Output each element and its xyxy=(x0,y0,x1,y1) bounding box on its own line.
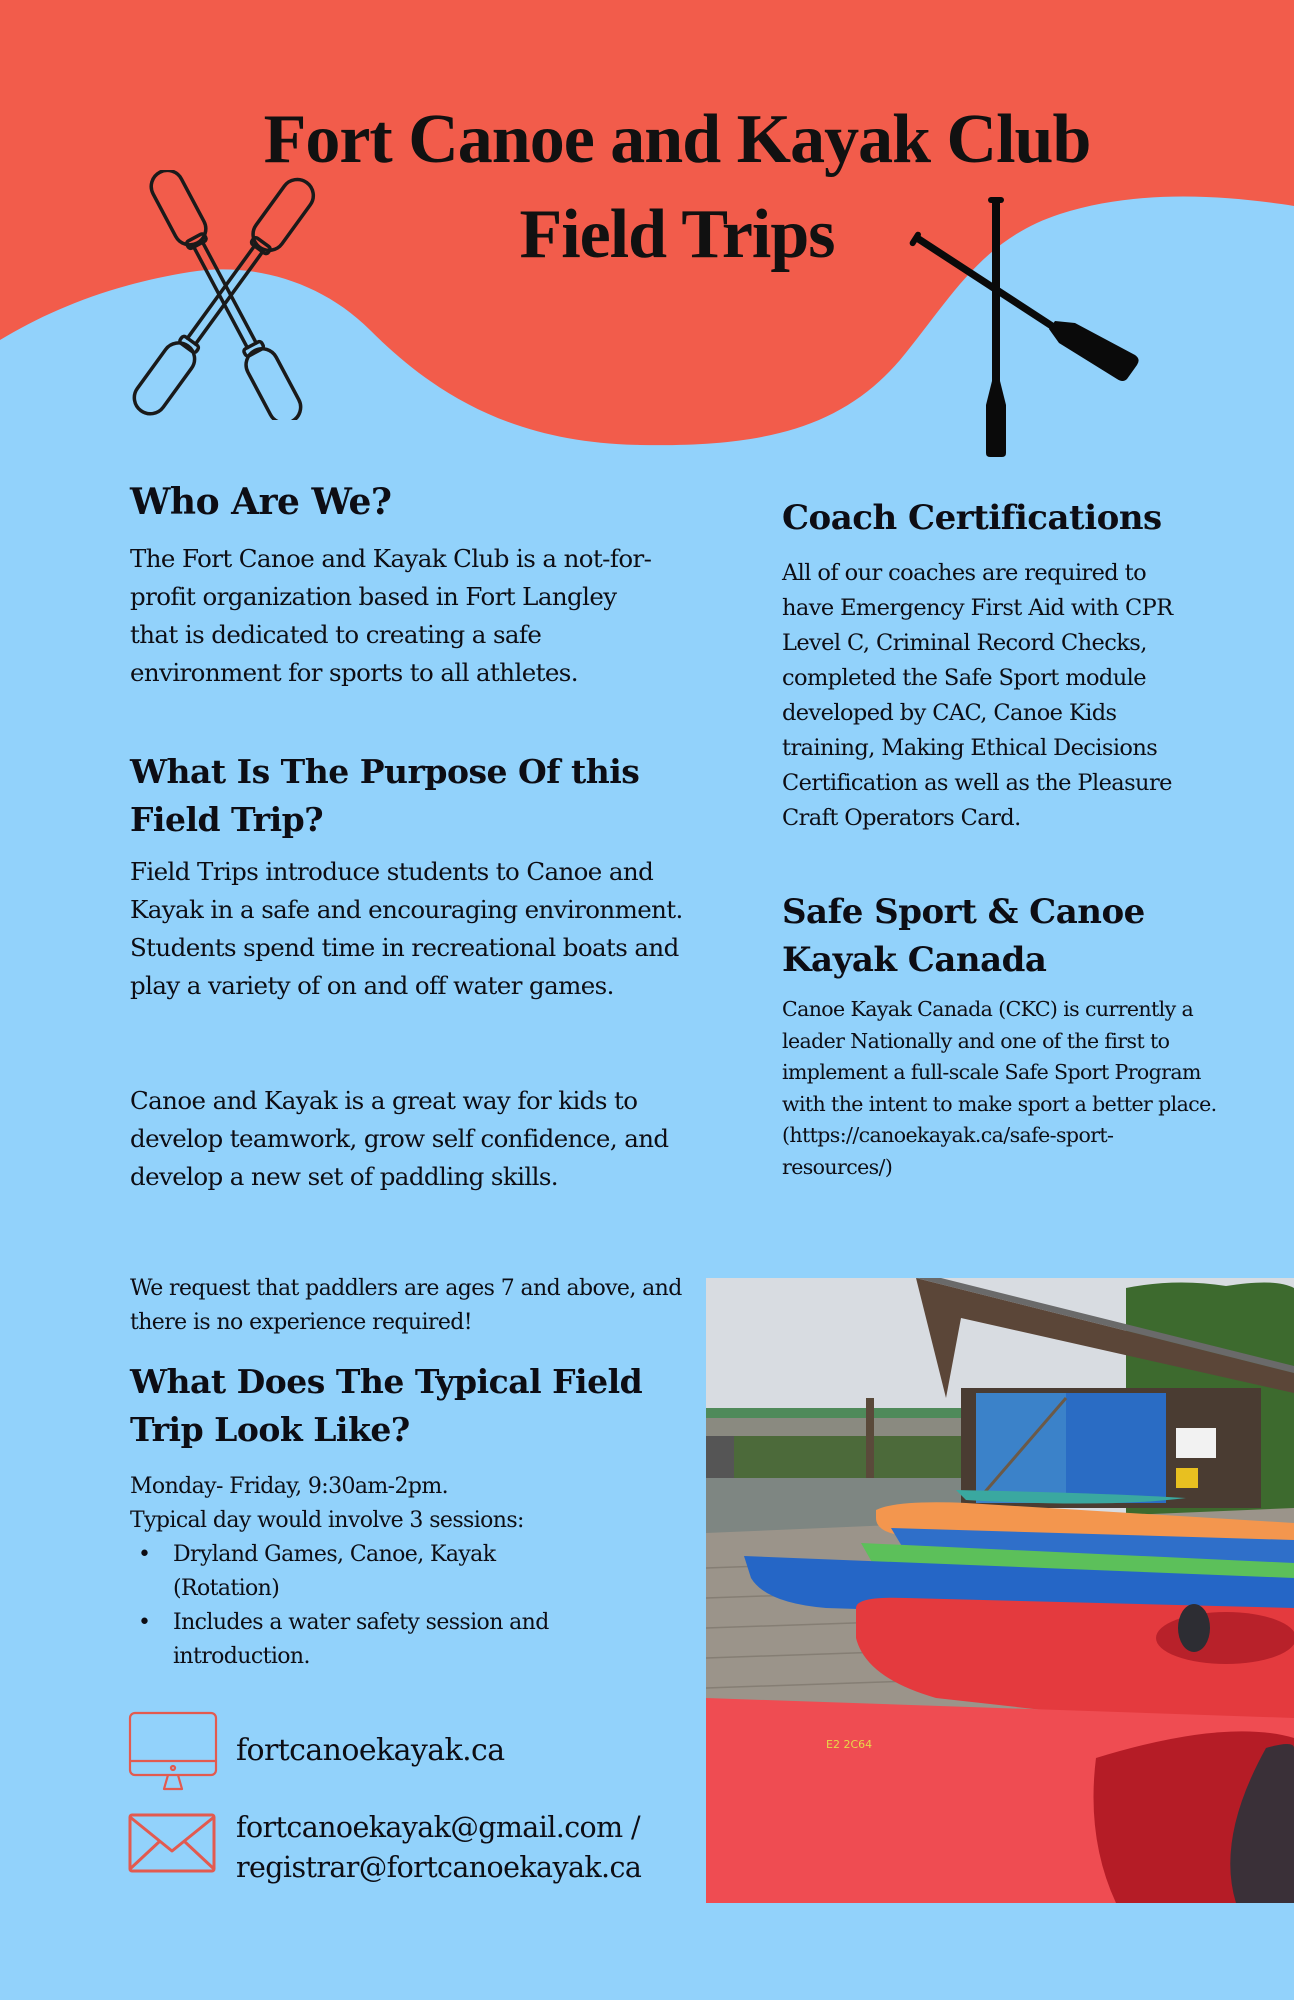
website-link[interactable]: fortcanoekayak.ca xyxy=(236,1733,505,1768)
who-are-we-heading: Who Are We? xyxy=(130,481,392,523)
envelope-icon xyxy=(128,1813,216,1873)
coach-certifications-text: All of our coaches are required to have Emergency First Aid with CPR Level C, Criminal Record Checks, completed the Safe Sport module developed by CAC, Canoe Kids training, Making Ethical Decisions Certification as well as the Pleasure Craft Operators Card. xyxy=(782,560,1173,831)
email-link-registrar[interactable]: registrar@fortcanoekayak.ca xyxy=(236,1851,642,1884)
who-are-we-text: The Fort Canoe and Kayak Club is a not-for-profit organization based in Fort Langley that is dedicated to creating a safe environment for sports to all athletes. xyxy=(130,544,652,687)
session-list-item: • Dryland Games, Canoe, Kayak (Rotation) xyxy=(130,1538,600,1606)
purpose-text: Field Trips introduce students to Canoe and Kayak in a safe and encouraging environment. Students spend time in recreational boats and play a variety of on and off water games. xyxy=(130,857,683,1000)
email-link-gmail[interactable]: fortcanoekayak@gmail.com / xyxy=(236,1811,640,1844)
session-list xyxy=(130,1538,600,1674)
svg-text:E2 2C64: E2 2C64 xyxy=(826,1738,873,1751)
email-links xyxy=(236,1808,641,1888)
session-list-item: • Includes a water safety session and introduction. xyxy=(130,1606,600,1674)
benefits-text: Canoe and Kayak is a great way for kids to develop teamwork, grow self confidence, and develop a new set of paddling skills. xyxy=(130,1086,669,1191)
schedule-hours: Monday- Friday, 9:30am-2pm. xyxy=(130,1474,449,1499)
safe-sport-heading: Safe Sport & Canoe Kayak Canada xyxy=(782,892,1145,980)
page-title-line2: Field Trips xyxy=(519,196,835,273)
purpose-heading: What Is The Purpose Of this Field Trip? xyxy=(130,752,640,839)
schedule-sessions: Typical day would involve 3 sessions: xyxy=(130,1508,524,1533)
desktop-monitor-icon xyxy=(128,1711,218,1791)
coach-certifications-heading: Coach Certifications xyxy=(782,498,1162,538)
typical-trip-heading: What Does The Typical Field Trip Look Like? xyxy=(130,1362,643,1449)
safe-sport-text: Canoe Kayak Canada (CKC) is currently a leader Nationally and one of the first to implement a full-scale Safe Sport Program with the intent to make sport a better place. (https://canoekayak.ca/safe-sport-resources/) xyxy=(782,997,1217,1179)
page-title-line1: Fort Canoe and Kayak Club xyxy=(263,101,1091,178)
kayaks-on-dock-photo xyxy=(706,1278,1294,1903)
age-requirement-text: We request that paddlers are ages 7 and above, and there is no experience required! xyxy=(130,1276,682,1335)
schedule-text xyxy=(130,1470,690,1538)
